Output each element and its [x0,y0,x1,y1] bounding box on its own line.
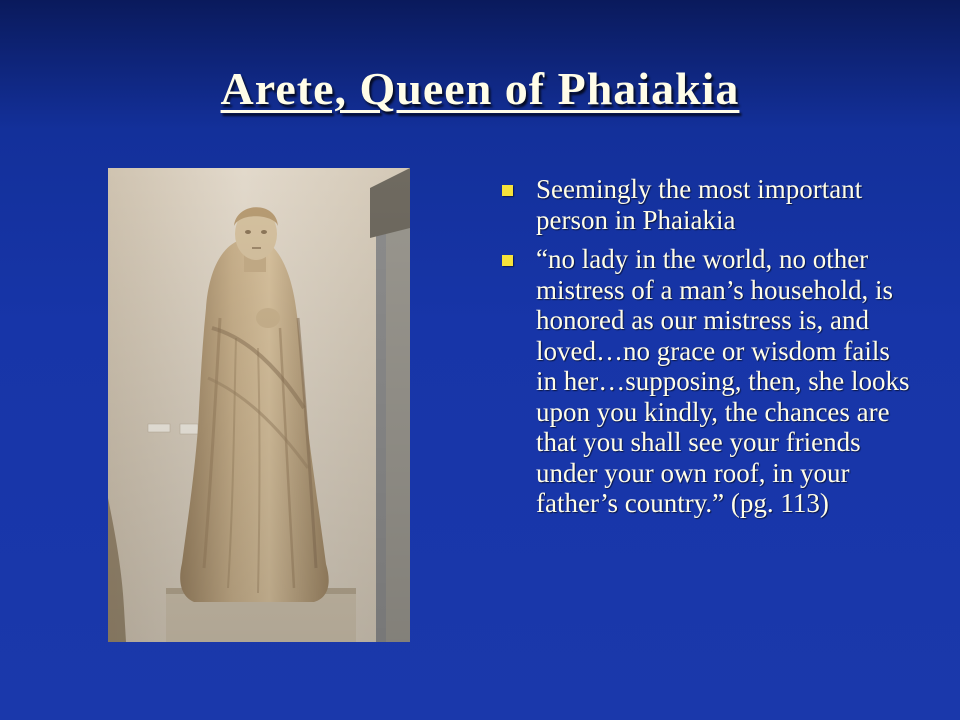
bullet-square-icon [502,185,513,196]
bullet-text: Seemingly the most important person in Phaiakia [536,174,863,235]
statue-photo [108,168,410,642]
bullet-item [496,174,916,235]
bullet-square-icon [502,255,513,266]
bullet-text: “no lady in the world, no other mistress of a man’s household, is honored as our mistress is, and loved…no grace or wisdom fails in her…supposing, then, she looks upon you kindly, the chances are that you shall see your friends under your own roof, in your father’s country.” (pg. 113) [536,244,910,518]
slide-title: Arete, Queen of Phaiakia [220,63,740,114]
bullet-item [496,244,916,519]
bullet-list [496,174,916,528]
